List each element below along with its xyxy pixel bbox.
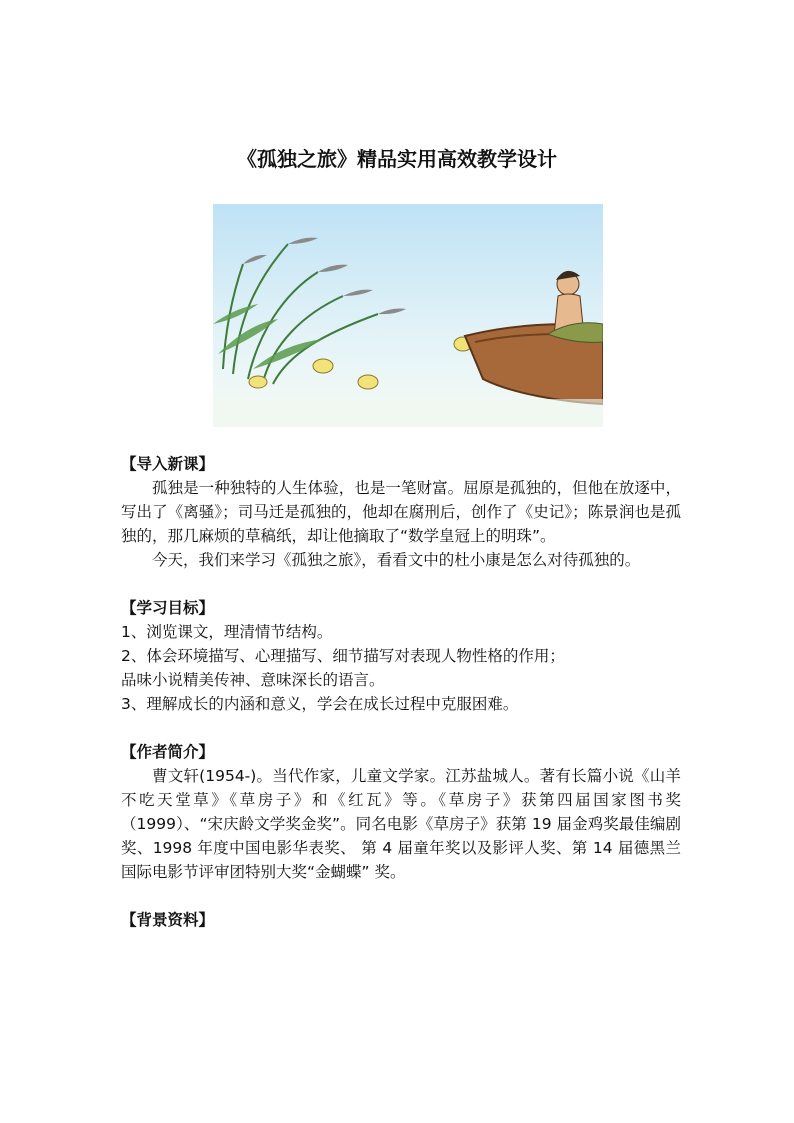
- goal-item: 1、浏览课文，理清情节结构。: [121, 623, 333, 641]
- page-title: 《孤独之旅》精品实用高效教学设计: [237, 147, 557, 171]
- duck-2: [249, 376, 267, 388]
- water-surface: [213, 399, 603, 427]
- duck-1: [313, 359, 333, 373]
- goal-item: 2、体会环境描写、心理描写、细节描写对表现人物性格的作用；: [121, 647, 565, 665]
- document-body: [121, 452, 681, 932]
- duck-3: [358, 375, 378, 389]
- section-heading-intro: 【导入新课】: [121, 455, 215, 473]
- section-heading-goals: 【学习目标】: [121, 599, 215, 617]
- section-heading-author: 【作者简介】: [121, 743, 215, 761]
- goal-item: 3、理解成长的内涵和意义，学会在成长过程中克服困难。: [121, 695, 519, 713]
- intro-paragraph-2: 今天，我们来学习《孤独之旅》，看看文中的杜小康是怎么对待孤独的。: [152, 551, 641, 569]
- section-heading-background: 【背景资料】: [121, 911, 215, 929]
- author-paragraph: 曹文轩(1954-)。当代作家，儿童文学家。江苏盐城人。著有长篇小说《山羊不吃天堂草》《草房子》和《红瓦》等。《草房子》获第四届国家图书奖（1999）、“宋庆龄文学奖金奖”。同名电影《草房子》获第 19 届金鸡奖最佳编剧奖、1998 年度中国电影华表奖、 第 4 届童年奖以及影评人奖、第 14 届德黑兰国际电影节评审团特别大奖“金蝴蝶” 奖。: [121, 767, 681, 881]
- illustration-boy-in-boat-with-ducks: [213, 204, 603, 427]
- goal-item: 品味小说精美传神、意味深长的语言。: [121, 671, 385, 689]
- intro-paragraph-1: 孤独是一种独特的人生体验，也是一笔财富。屈原是孤独的，但他在放逐中，写出了《离骚》；司马迁是孤独的，他却在腐刑后，创作了《史记》；陈景润也是孤独的，那几麻烦的草稿纸，却让他摘取了“数学皇冠上的明珠”。: [121, 479, 681, 545]
